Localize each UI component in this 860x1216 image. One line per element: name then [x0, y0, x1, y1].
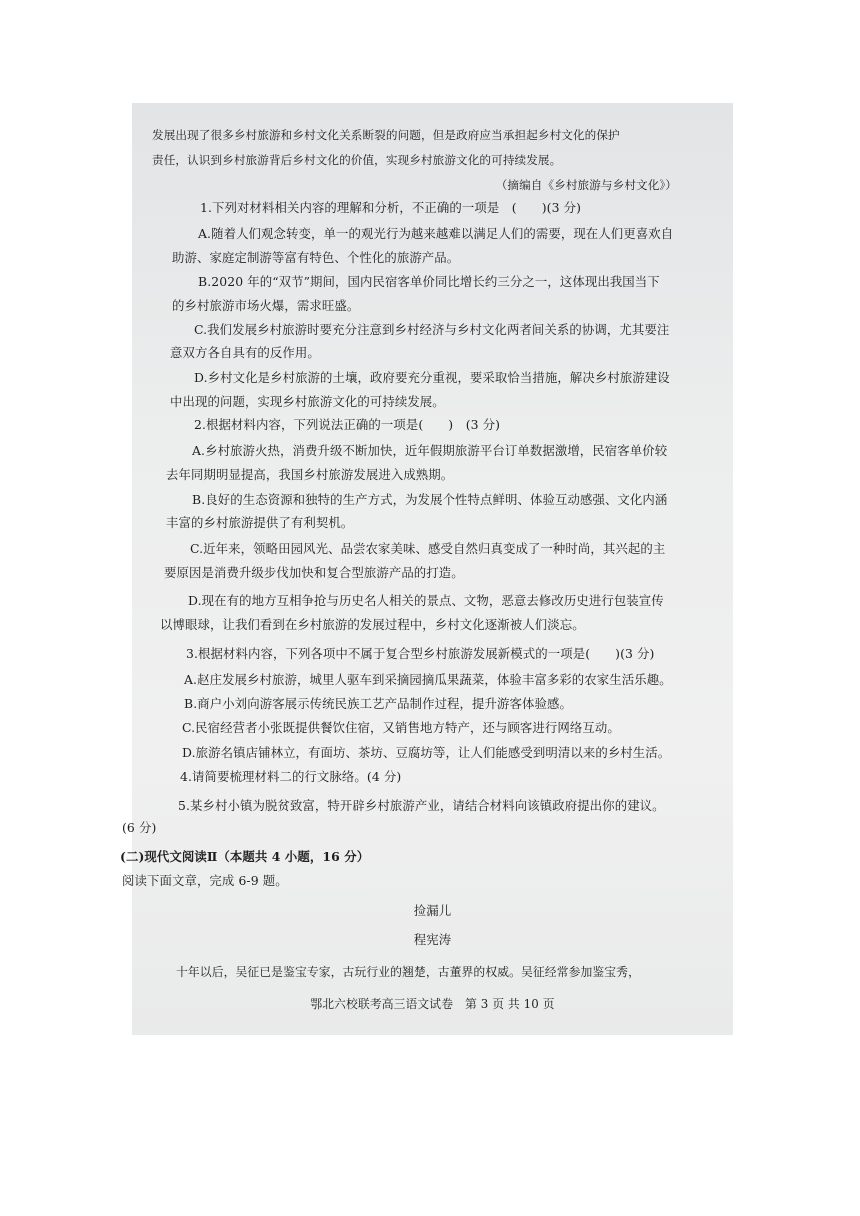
option-c: C.我们发展乡村旅游时要充分注意到乡村经济与乡村文化两者间关系的协调，尤其要注	[194, 322, 670, 337]
question-5-points: (6 分)	[122, 820, 157, 835]
option-b: B.商户小刘向游客展示传统民族工艺产品制作过程，提升游客体验感。	[184, 696, 572, 711]
scanned-exam-page	[120, 103, 733, 1035]
passage-line: 发展出现了很多乡村旅游和乡村文化关系断裂的问题，但是政府应当承担起乡村文化的保护	[152, 128, 620, 142]
question-2-stem: 2.根据材料内容，下列说法正确的一项是( ) (3 分)	[194, 417, 501, 432]
option-d-cont: 以博眼球，让我们看到在乡村旅游的发展过程中，乡村文化逐渐被人们淡忘。	[160, 617, 585, 632]
option-a: A.随着人们观念转变，单一的观光行为越来越难以满足人们的需要，现在人们更喜欢自	[198, 226, 674, 241]
option-c: C.近年来，领略田园风光、品尝农家美味、感受自然归真变成了一种时尚，其兴起的主	[190, 541, 666, 556]
question-5-stem: 5.某乡村小镇为脱贫致富，特开辟乡村旅游产业，请结合材料向该镇政府提出你的建议。	[178, 798, 665, 813]
story-title: 捡漏儿	[413, 903, 452, 918]
question-3-stem: 3.根据材料内容，下列各项中不属于复合型乡村旅游发展新模式的一项是( )(3 分)	[186, 646, 655, 661]
option-b-cont: 丰富的乡村旅游提供了有利契机。	[166, 515, 354, 530]
section-heading: (二)现代文阅读Ⅱ（本题共 4 小题，16 分）	[120, 849, 370, 864]
option-d: D.乡村文化是乡村旅游的土壤，政府要充分重视，要采取恰当措施，解决乡村旅游建设	[194, 370, 670, 385]
question-4-stem: 4.请简要梳理材料二的行文脉络。(4 分)	[180, 769, 402, 784]
option-d: D.现在有的地方互相争抢与历史名人相关的景点、文物，恶意去修改历史进行包装宣传	[188, 593, 664, 608]
option-d: D.旅游名镇店铺林立，有面坊、茶坊、豆腐坊等，让人们能感受到明清以来的乡村生活。	[182, 745, 671, 760]
option-b: B.良好的生态资源和独特的生产方式，为发展个性特点鲜明、体验互动感强、文化内涵	[192, 492, 668, 507]
option-c-cont: 要原因是消费升级步伐加快和复合型旅游产品的打造。	[164, 565, 464, 580]
option-d-cont: 中出现的问题，实现乡村旅游文化的可持续发展。	[170, 394, 445, 409]
question-1-stem: 1.下列对材料相关内容的理解和分析，不正确的一项是 ( )(3 分)	[200, 200, 582, 215]
passage-line: 责任，认识到乡村旅游背后乡村文化的价值，实现乡村旅游文化的可持续发展。	[152, 153, 562, 167]
option-c-cont: 意双方各自具有的反作用。	[170, 345, 320, 360]
option-b: B.2020 年的“双节”期间，国内民宿客单价同比增长约三分之一，这体现出我国当下	[198, 274, 660, 289]
story-first-line: 十年以后，吴征已是鉴宝专家，古玩行业的翘楚，古董界的权威。吴征经常参加鉴宝秀，	[176, 965, 640, 979]
story-author: 程宪涛	[413, 932, 452, 947]
option-b-cont: 的乡村旅游市场火爆，需求旺盛。	[172, 298, 360, 313]
option-c: C.民宿经营者小张既提供餐饮住宿，又销售地方特产，还与顾客进行网络互动。	[182, 720, 620, 735]
page-footer: 鄂北六校联考高三语文试卷 第 3 页 共 10 页	[310, 997, 555, 1011]
section-instruction: 阅读下面文章，完成 6-9 题。	[122, 873, 288, 888]
option-a-cont: 助游、家庭定制游等富有特色、个性化的旅游产品。	[172, 250, 460, 265]
source-citation: （摘编自《乡村旅游与乡村文化》）	[495, 178, 677, 192]
option-a-cont: 去年同期明显提高，我国乡村旅游发展进入成熟期。	[166, 467, 454, 482]
option-a: A.赵庄发展乡村旅游，城里人驱车到采摘园摘瓜果蔬菜，体验丰富多彩的农家生活乐趣。	[184, 672, 672, 687]
option-a: A.乡村旅游火热，消费升级不断加快，近年假期旅游平台订单数据激增，民宿客单价较	[192, 443, 668, 458]
